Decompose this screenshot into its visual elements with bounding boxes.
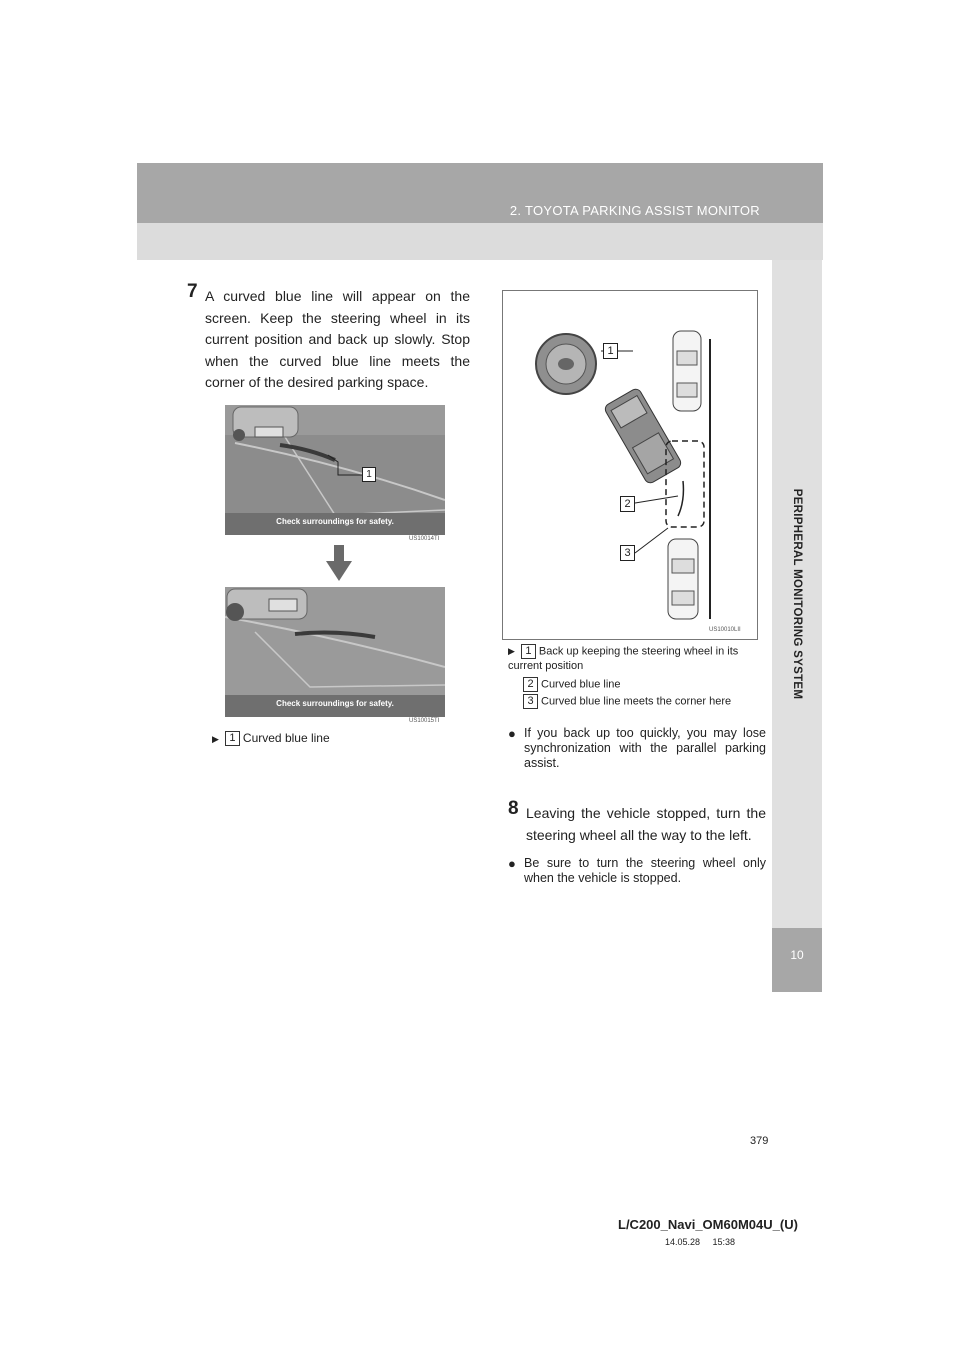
page-number: 379 [750,1135,769,1147]
bullet-dot-icon: ● [508,726,516,741]
note-bullet [508,726,766,771]
callout-number: 1 [225,731,240,746]
legend-item-2 [523,677,621,692]
parking-diagram [502,290,758,640]
step-7 [187,281,470,394]
triangle-bullet-icon: ▶ [212,734,219,744]
diagram-callout-2: 2 [620,496,635,512]
camera-screen-2 [225,587,445,717]
callout-number: 3 [523,694,538,709]
arrow-down-icon [324,545,354,583]
legend-text: Curved blue line meets the corner here [541,695,732,708]
legend-text: Curved blue line [541,678,621,691]
legend-item-3 [523,694,731,709]
image-code: US10015TI [409,718,440,724]
step-number: 8 [508,798,519,819]
callout-number: 2 [523,677,538,692]
note-text: Be sure to turn the steering wheel only when the vehicle is stopped. [524,856,766,885]
note-bullet [508,856,766,886]
diagram-callout-1: 1 [603,343,618,359]
triangle-bullet-icon: ▶ [508,646,515,657]
bullet-dot-icon: ● [508,856,516,871]
footer-model-code: L/C200_Navi_OM60M04U_(U) [618,1217,798,1232]
step-8 [508,798,766,846]
step-text: A curved blue line will appear on the screen. Keep the steering wheel in its current position and back up slowly. Stop when the curved blue line meets the corner of the desired parking space. [205,288,470,390]
camera-view-illustration [225,405,445,535]
camera-view-illustration [225,587,445,717]
legend-item-1 [508,644,766,674]
diagram-callout-3: 3 [620,545,635,561]
legend-text: Curved blue line [242,731,330,745]
image-code: US10010LII [709,627,741,633]
camera-banner: Check surroundings for safety. [276,699,394,708]
image-code: US10014TI [409,536,440,542]
step-text: Leaving the vehicle stopped, turn the steering wheel all the way to the left. [526,805,766,843]
section-title: 2. TOYOTA PARKING ASSIST MONITOR [509,203,760,218]
camera-banner: Check surroundings for safety. [276,517,394,526]
header-subband [137,223,823,260]
callout-1: 1 [362,467,376,482]
callout-number: 1 [521,644,536,659]
camera-screen-1 [225,405,445,535]
step-number: 7 [187,281,198,302]
chapter-number: 10 [790,948,804,962]
footer-timestamp: 14.05.28 15:38 [665,1237,736,1247]
legend-item [212,731,330,747]
note-text: If you back up too quickly, you may lose synchronization with the parallel parking assist. [524,726,766,770]
legend-text: Back up keeping the steering wheel in its current position [508,645,739,673]
chapter-label: PERIPHERAL MONITORING SYSTEM [791,488,803,700]
parking-illustration [503,291,757,639]
